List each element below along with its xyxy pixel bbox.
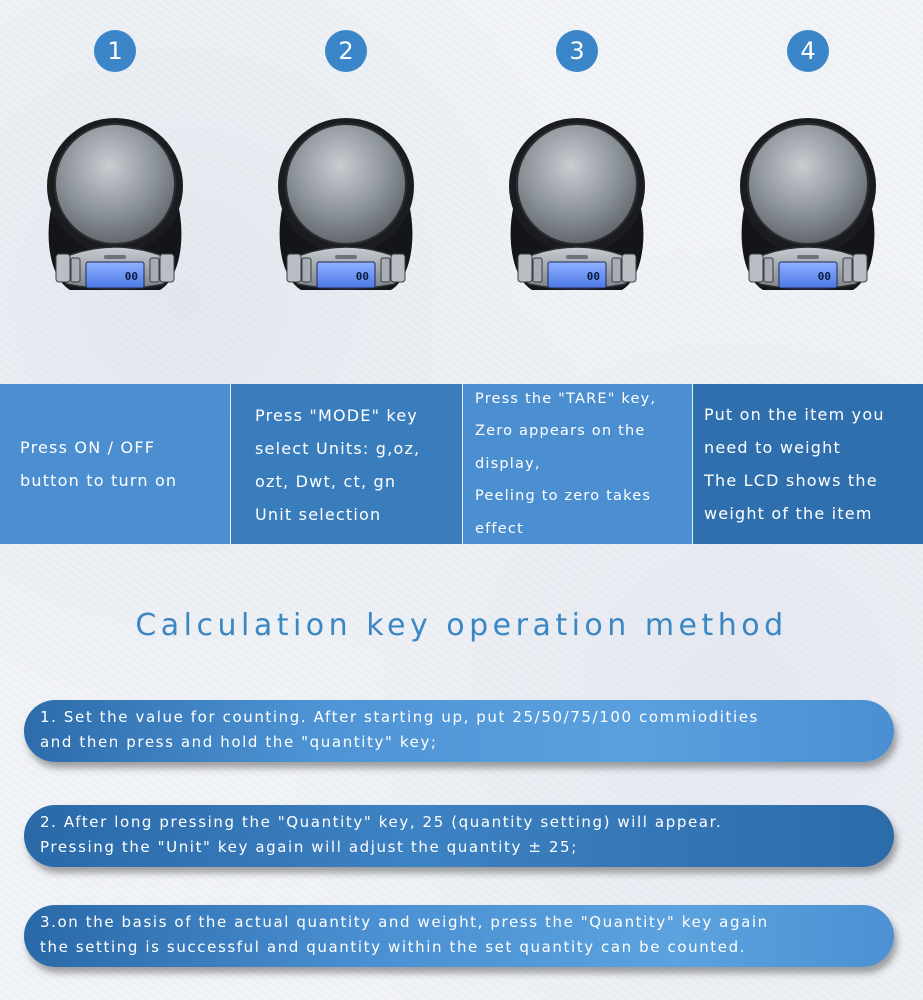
- kitchen-scale-icon: [733, 108, 883, 304]
- kitchen-scale-icon: [502, 108, 652, 304]
- scale-image: [271, 108, 421, 304]
- instruction-text: Press the "TARE" key, Zero appears on the display, Peeling to zero takes effect: [475, 390, 657, 537]
- method-step-3: [24, 905, 894, 967]
- scale-image: [40, 108, 190, 304]
- lcd-reading: 00: [586, 270, 600, 283]
- step-1: [0, 0, 230, 380]
- kitchen-scale-icon: [40, 108, 190, 304]
- method-text: 2. After long pressing the "Quantity" key, 25 (quantity setting) will appear. Pressing the "Unit" key again will adjust the quantity ± 25;: [40, 813, 723, 856]
- method-step-2: [24, 805, 894, 867]
- method-step-1: [24, 700, 894, 762]
- step-3: [462, 0, 692, 380]
- instruction-text: Press "MODE" key select Units: g,oz, ozt, Dwt, ct, gn Unit selection: [255, 406, 421, 524]
- step-4: [693, 0, 923, 380]
- step-number-badge: 4: [787, 30, 829, 72]
- instruction-cell-2: [231, 384, 462, 544]
- scale-image: [502, 108, 652, 304]
- method-text: 3.on the basis of the actual quantity and weight, press the "Quantity" key again the setting is successful and quantity within the set quantity can be counted.: [40, 913, 769, 956]
- instruction-text: Press ON / OFF button to turn on: [20, 438, 178, 490]
- lcd-reading: 00: [124, 270, 138, 283]
- instruction-cell-4: [693, 384, 923, 544]
- instruction-cell-1: [0, 384, 230, 544]
- instruction-cell-3: [463, 384, 692, 544]
- kitchen-scale-icon: [271, 108, 421, 304]
- step-number-badge: 2: [325, 30, 367, 72]
- method-text: 1. Set the value for counting. After starting up, put 25/50/75/100 commiodities and then press and hold the "quantity" key;: [40, 708, 759, 751]
- instruction-band: [0, 384, 923, 544]
- section-title: Calculation key operation method: [135, 608, 788, 643]
- instruction-text: Put on the item you need to weight The LCD shows the weight of the item: [704, 405, 885, 523]
- step-2: [231, 0, 461, 380]
- step-number-badge: 1: [94, 30, 136, 72]
- step-number-badge: 3: [556, 30, 598, 72]
- lcd-reading: 00: [817, 270, 831, 283]
- lcd-reading: 00: [355, 270, 369, 283]
- scale-image: [733, 108, 883, 304]
